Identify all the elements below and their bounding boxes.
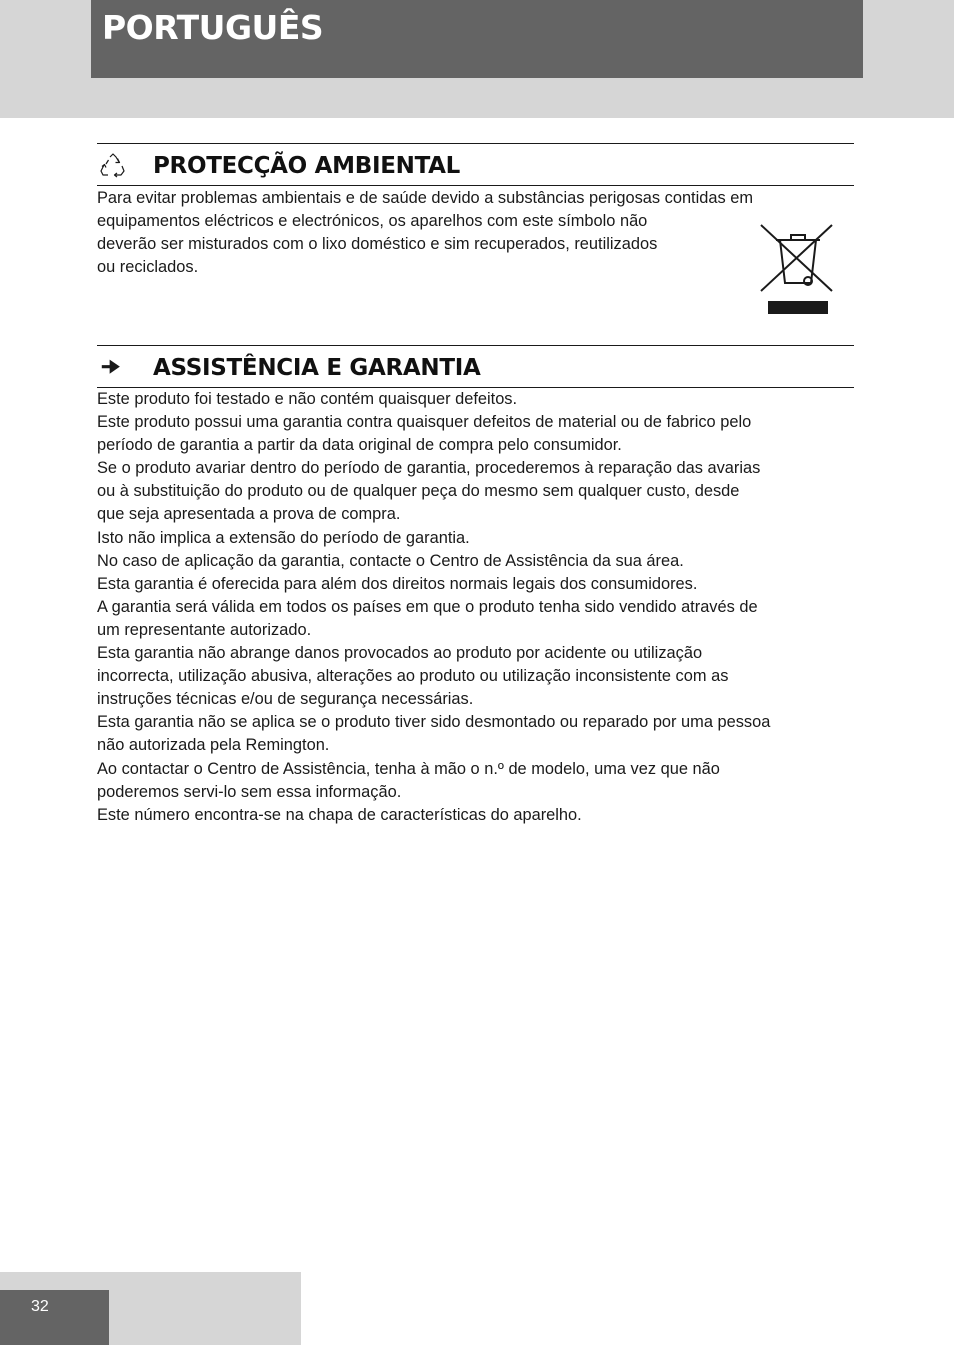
arrow-right-icon xyxy=(99,358,125,380)
page-number-box xyxy=(0,1290,109,1345)
text-line: Este número encontra-se na chapa de características do aparelho. xyxy=(97,805,582,824)
text-line: deverão ser misturados com o lixo doméstico e sim recuperados, reutilizados xyxy=(97,235,658,254)
environment-section xyxy=(97,143,854,279)
environment-text xyxy=(97,187,754,279)
text-line: que seja apresentada a prova de compra. xyxy=(97,505,401,524)
text-line: incorrecta, utilização abusiva, alterações ao produto ou utilização inconsistente com as xyxy=(97,667,729,686)
text-line: Para evitar problemas ambientais e de saúde devido a substâncias perigosas contidas em xyxy=(97,189,754,207)
recycle-icon xyxy=(99,152,127,180)
environment-heading-bar xyxy=(97,143,854,186)
text-line: não autorizada pela Remington. xyxy=(97,736,330,755)
environment-heading: PROTECÇÃO AMBIENTAL xyxy=(153,153,461,179)
text-line: ou à substituição do produto ou de qualquer peça do mesmo sem qualquer custo, desde xyxy=(97,482,740,501)
text-line: Esta garantia é oferecida para além dos direitos normais legais dos consumidores. xyxy=(97,574,698,593)
page-title: PORTUGUÊS xyxy=(102,8,324,47)
text-line: Esta garantia não se aplica se o produto tiver sido desmontado ou reparado por uma pessoa xyxy=(97,713,771,732)
warranty-section xyxy=(97,345,854,827)
text-line: Ao contactar o Centro de Assistência, tenha à mão o n.º de modelo, uma vez que não xyxy=(97,759,720,778)
text-line: A garantia será válida em todos os países em que o produto tenha sido vendido através de xyxy=(97,597,758,616)
text-line: Isto não implica a extensão do período de garantia. xyxy=(97,528,470,547)
language-title-box xyxy=(91,0,863,78)
text-line: instruções técnicas e/ou de segurança necessárias. xyxy=(97,690,474,709)
text-line: período de garantia a partir da data original de compra pelo consumidor. xyxy=(97,436,622,455)
text-line: No caso de aplicação da garantia, contacte o Centro de Assistência da sua área. xyxy=(97,551,684,570)
text-line: poderemos servi-lo sem essa informação. xyxy=(97,782,402,801)
text-line: ou reciclados. xyxy=(97,258,199,277)
text-line: Este produto foi testado e não contém quaisquer defeitos. xyxy=(97,390,518,408)
text-line: um representante autorizado. xyxy=(97,620,312,639)
text-line: Este produto possui uma garantia contra quaisquer defeitos de material ou de fabrico pelo xyxy=(97,413,752,432)
warranty-text xyxy=(97,388,854,827)
warranty-heading-bar xyxy=(97,345,854,388)
page-number: 32 xyxy=(31,1298,49,1315)
text-line: Esta garantia não abrange danos provocados ao produto por acidente ou utilização xyxy=(97,644,703,663)
text-line: equipamentos eléctricos e electrónicos, os aparelhos com este símbolo não xyxy=(97,212,648,231)
text-line: Se o produto avariar dentro do período de garantia, procederemos à reparação das avarias xyxy=(97,459,761,478)
crossed-wheelie-bin-icon xyxy=(758,223,838,318)
warranty-heading: ASSISTÊNCIA E GARANTIA xyxy=(153,355,481,381)
